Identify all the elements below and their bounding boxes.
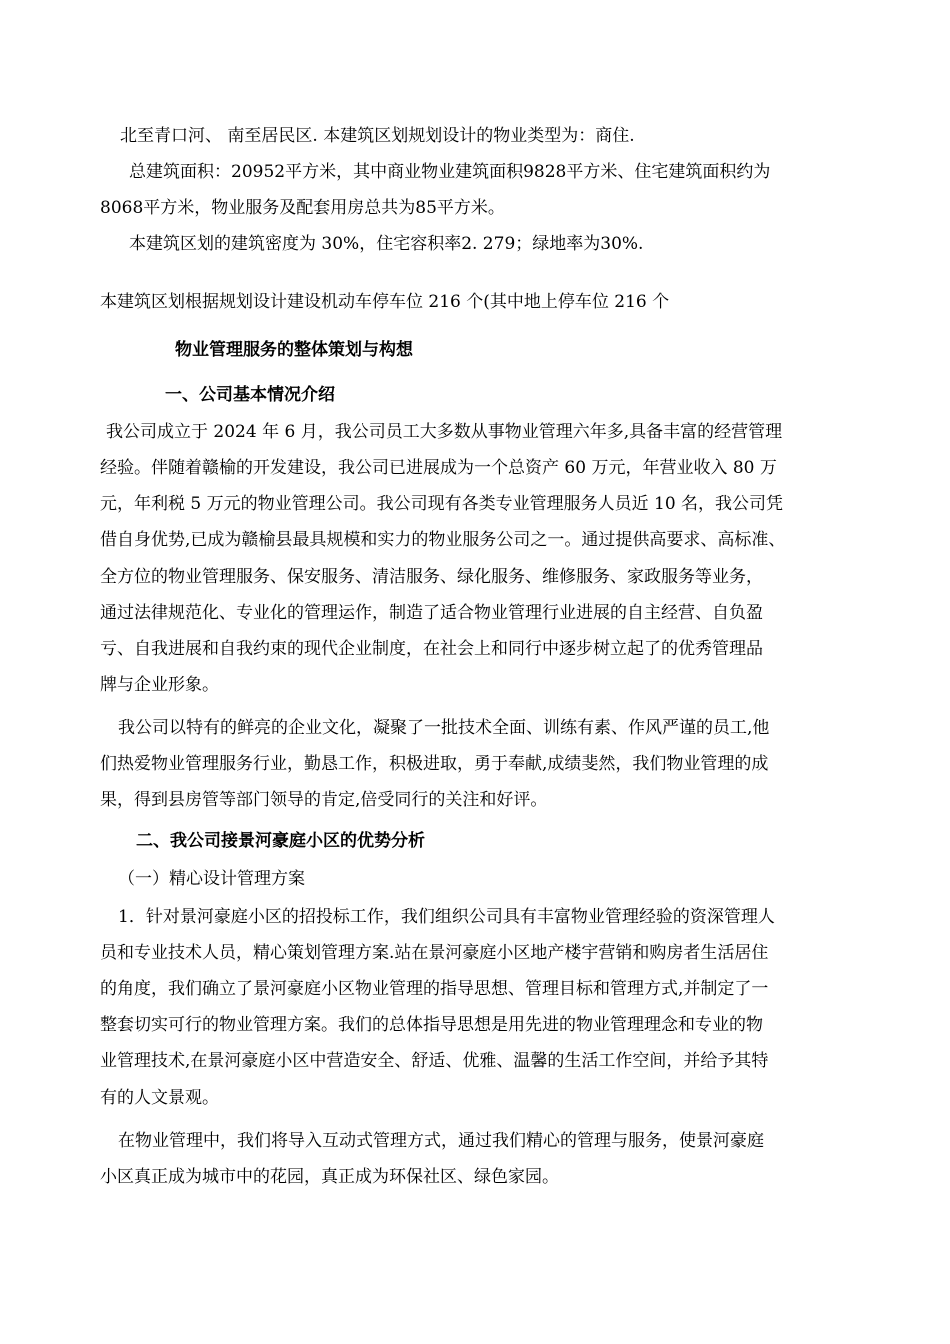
- paragraph-line: 整套切实可行的物业管理方案。我们的总体指导思想是用先进的物业管理理念和专业的物: [100, 1015, 763, 1035]
- paragraph-line: 的角度，我们确立了景河豪庭小区物业管理的指导思想、管理目标和管理方式,并制定了一: [100, 979, 769, 999]
- intro-line-2: 总建筑面积：20952平方米，其中商业物业建筑面积9828平方米、住宅建筑面积约为: [129, 162, 771, 182]
- paragraph-line: 我公司以特有的鲜亮的企业文化，凝聚了一批技术全面、训练有素、作风严谨的员工,他: [118, 718, 770, 738]
- paragraph-line: 在物业管理中，我们将导入互动式管理方式，通过我们精心的管理与服务，使景河豪庭: [118, 1131, 764, 1151]
- intro-line-3: 8068平方米，物业服务及配套用房总共为85平方米。: [100, 198, 505, 218]
- paragraph-line: 借自身优势,已成为赣榆县最具规模和实力的物业服务公司之一。通过提供高要求、高标准、: [100, 530, 786, 550]
- intro-line-4: 本建筑区划的建筑密度为 30%，住宅容积率2. 279；绿地率为30%.: [129, 234, 644, 254]
- section1-heading: 一、公司基本情况介绍: [165, 385, 335, 405]
- paragraph-line: 亏、自我进展和自我约束的现代企业制度，在社会上和同行中逐步树立起了的优秀管理品: [100, 639, 763, 659]
- paragraph-line: 我公司成立于 2024 年 6 月，我公司员工大多数从事物业管理六年多,具备丰富的经营管理: [106, 422, 783, 442]
- intro-line-5: 本建筑区划根据规划设计建设机动车停车位 216 个(其中地上停车位 216 个: [100, 292, 670, 312]
- paragraph-line: 经验。伴随着赣榆的开发建设，我公司已进展成为一个总资产 60 万元，年营业收入 80 万: [100, 458, 777, 478]
- paragraph-line: 有的人文景观。: [100, 1088, 219, 1108]
- paragraph-line: 小区真正成为城市中的花园，真正成为环保社区、绿色家园。: [100, 1167, 559, 1187]
- main-title: 物业管理服务的整体策划与构想: [175, 340, 413, 360]
- paragraph-line: 们热爱物业管理服务行业，勤恳工作，积极进取，勇于奉献,成绩斐然，我们物业管理的成: [100, 754, 769, 774]
- paragraph-line: 牌与企业形象。: [100, 675, 219, 695]
- section2-heading: 二、我公司接景河豪庭小区的优势分析: [136, 831, 425, 851]
- intro-line-1: 北至青口河、 南至居民区. 本建筑区划规划设计的物业类型为：商住.: [120, 126, 635, 146]
- paragraph-line: 全方位的物业管理服务、保安服务、清洁服务、绿化服务、维修服务、家政服务等业务，: [100, 567, 763, 587]
- section2-subheading: （一）精心设计管理方案: [118, 869, 305, 889]
- paragraph-line: 业管理技术,在景河豪庭小区中营造安全、舒适、优雅、温馨的生活工作空间，并给予其特: [100, 1051, 769, 1071]
- paragraph-line: 1．针对景河豪庭小区的招投标工作，我们组织公司具有丰富物业管理经验的资深管理人: [118, 907, 775, 927]
- paragraph-line: 果，得到县房管等部门领导的肯定,倍受同行的关注和好评。: [100, 790, 548, 810]
- paragraph-line: 员和专业技术人员，精心策划管理方案.站在景河豪庭小区地产楼宇营销和购房者生活居住: [100, 943, 769, 963]
- paragraph-line: 通过法律规范化、专业化的管理运作，制造了适合物业管理行业进展的自主经营、自负盈: [100, 603, 763, 623]
- paragraph-line: 元，年利税 5 万元的物业管理公司。我公司现有各类专业管理服务人员近 10 名，我公司凭: [100, 494, 784, 514]
